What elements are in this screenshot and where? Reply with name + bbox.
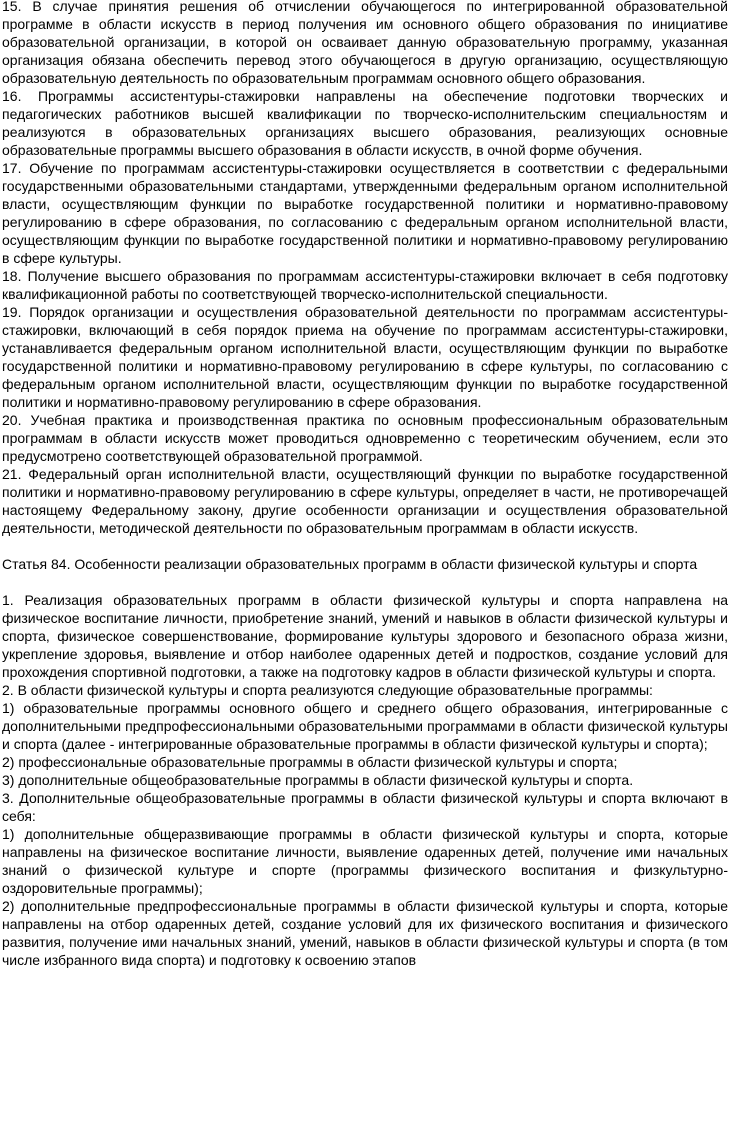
list-item-84-2-3: 3) дополнительные общеобразовательные программы в области физической культуры и спорта. bbox=[2, 772, 634, 788]
document-body bbox=[2, 0, 728, 969]
paragraph-84-3: 3. Дополнительные общеобразовательные программы в области физической культуры и спорта включают в себя: bbox=[2, 790, 728, 824]
paragraph-16: 16. Программы ассистентуры-стажировки направлены на обеспечение подготовки творческих и педагогических работников высшей квалификации по творческо-исполнительским специальностям и реализуются в образовательных организациях высшего образования, реализующих основные образовательные программы высшего образования в области искусств, в очной форме обучения. bbox=[2, 88, 728, 158]
article-title: Статья 84. Особенности реализации образовательных программ в области физической культуры и спорта bbox=[2, 556, 698, 572]
list-item-84-3-1: 1) дополнительные общеразвивающие программы в области физической культуры и спорта, которые направлены на физическое воспитание личности, выявление одаренных детей, получение ими начальных знаний о физической культуре и спорте (программы физического воспитания и физкультурно-оздоровительные программы); bbox=[2, 826, 728, 896]
paragraph-19: 19. Порядок организации и осуществления образовательной деятельности по программам ассистентуры-стажировки, включающий в себя порядок приема на обучение по программам ассистентуры-стажировки, устанавливается федеральным органом исполнительной власти, осуществляющим функции по выработке государственной политики и нормативно-правовому регулированию в сфере культуры, по согласованию с федеральным органом исполнительной власти, осуществляющим функции по выработке государственной политики и нормативно-правовому регулированию в сфере образования. bbox=[2, 304, 728, 410]
blank-line bbox=[2, 573, 728, 591]
paragraph-18: 18. Получение высшего образования по программам ассистентуры-стажировки включает в себя подготовку квалификационной работы по соответствующей творческо-исполнительской специальности. bbox=[2, 268, 728, 302]
paragraph-17: 17. Обучение по программам ассистентуры-стажировки осуществляется в соответствии с федеральными государственными образовательными стандартами, утвержденными федеральным органом исполнительной власти, осуществляющим функции по выработке государственной политики и нормативно-правовому регулированию в сфере образования, по согласованию с федеральным органом исполнительной власти, осуществляющим функции по выработке государственной политики и нормативно-правовому регулированию в сфере культуры. bbox=[2, 160, 728, 266]
paragraph-21: 21. Федеральный орган исполнительной власти, осуществляющий функции по выработке государственной политики и нормативно-правовому регулированию в сфере культуры, определяет в части, не противоречащей настоящему Федеральному закону, другие особенности организации и осуществления образовательной деятельности, методической деятельности по образовательным программам в области искусств. bbox=[2, 466, 728, 536]
paragraph-84-1: 1. Реализация образовательных программ в области физической культуры и спорта направлена на физическое воспитание личности, приобретение знаний, умений и навыков в области физической культуры и спорта, физическое совершенствование, формирование культуры здорового и безопасного образа жизни, укрепление здоровья, выявление и отбор наиболее одаренных детей и подростков, создание условий для прохождения спортивной подготовки, а также на подготовку кадров в области физической культуры и спорта. bbox=[2, 592, 728, 680]
paragraph-15: 15. В случае принятия решения об отчислении обучающегося по интегрированной образовательной программе в области искусств в период получения им основного общего образования по инициативе образовательной организации, в которой он осваивает данную образовательную программу, указанная организация обязана обеспечить перевод этого обучающегося в другую организацию, осуществляющую образовательную деятельность по образовательным программам основного общего образования. bbox=[2, 0, 728, 86]
paragraph-20: 20. Учебная практика и производственная практика по основным профессиональным образовательным программам в области искусств может проводиться одновременно с теоретическим обучением, если это предусмотрено соответствующей образовательной программой. bbox=[2, 412, 728, 464]
list-item-84-2-2: 2) профессиональные образовательные программы в области физической культуры и спорта; bbox=[2, 754, 618, 770]
list-item-84-3-2: 2) дополнительные предпрофессиональные программы в области физической культуры и спорта, которые направлены на отбор одаренных детей, создание условий для их физического воспитания и физического развития, получение ими начальных знаний, умений, навыков в области физической культуры и спорта (в том числе избранного вида спорта) и подготовку к освоению этапов bbox=[2, 898, 728, 968]
list-item-84-2-1: 1) образовательные программы основного общего и среднего общего образования, интегрированные с дополнительными предпрофессиональными образовательными программами в области физической культуры и спорта (далее - интегрированные образовательные программы в области физической культуры и спорта); bbox=[2, 700, 728, 752]
paragraph-84-2: 2. В области физической культуры и спорта реализуются следующие образовательные программы: bbox=[2, 682, 653, 698]
blank-line bbox=[2, 537, 728, 555]
